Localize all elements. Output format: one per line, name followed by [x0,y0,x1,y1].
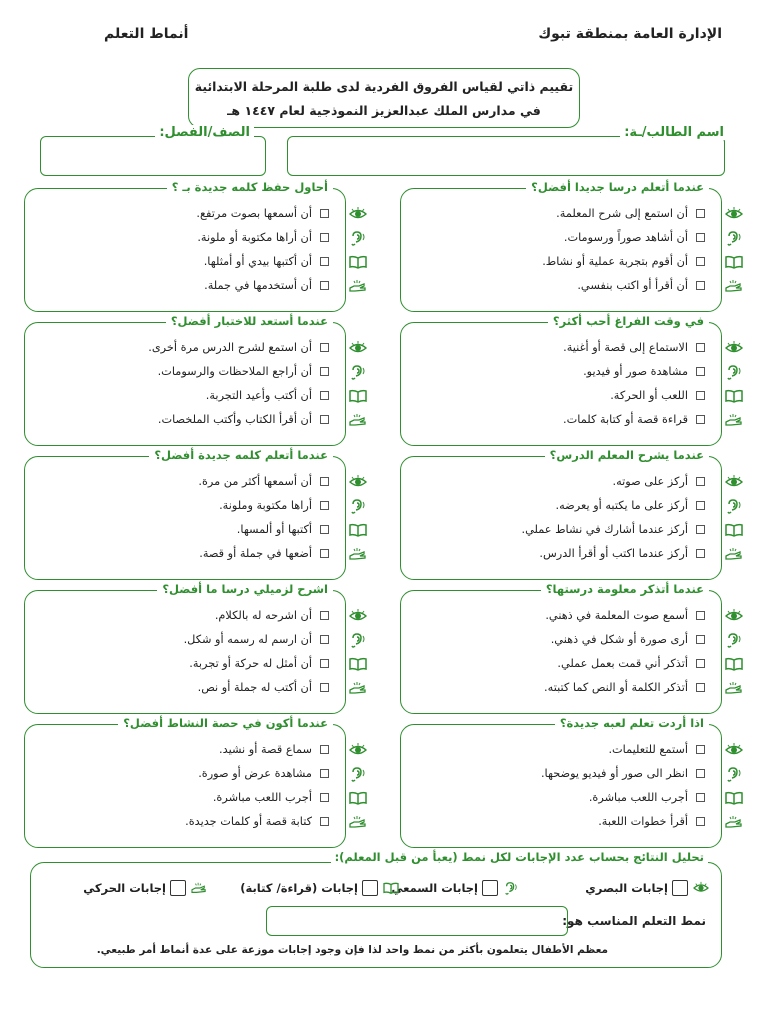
option-checkbox[interactable] [320,769,329,778]
option-label: أجرب اللعب مباشرة. [212,790,312,804]
option-row [589,787,705,807]
question-box [400,314,722,446]
option-label: أركز عندما اكتب أو أقرأ الدرس. [539,546,688,560]
option-checkbox[interactable] [320,659,329,668]
option-label: أكتبها أو ألمسها. [236,522,312,536]
eye-icon [724,742,744,758]
option-checkbox[interactable] [320,391,329,400]
eye-icon [348,474,368,490]
question-title: عندما أتعلم درسا جديدا أفضل؟ [526,180,709,194]
option-checkbox[interactable] [696,281,705,290]
option-label: أن أقوم بتجربة عملية أو نشاط. [542,254,688,268]
eye-icon [724,206,744,222]
hand-icon [348,412,368,428]
option-checkbox[interactable] [320,415,329,424]
ear-icon [502,881,520,895]
kinesthetic-count-box[interactable] [170,880,186,896]
visual-count [585,880,710,896]
option-label: أسمع صوت المعلمة في ذهني. [545,608,688,622]
option-checkbox[interactable] [320,367,329,376]
hand-icon [348,278,368,294]
option-row [219,739,329,759]
option-row [158,409,329,429]
option-row [608,739,705,759]
option-checkbox[interactable] [320,209,329,218]
ear-icon [348,498,368,514]
hand-icon [348,546,368,562]
option-row [522,519,706,539]
ear-icon [724,364,744,380]
option-row [206,385,329,405]
ear-icon [724,498,744,514]
option-checkbox[interactable] [696,745,705,754]
hand-icon [348,814,368,830]
option-row [564,227,705,247]
eye-icon [348,206,368,222]
book-icon [348,522,368,538]
option-row [213,787,329,807]
book-icon [724,254,744,270]
option-label: كتابة قصة أو كلمات جديدة. [185,814,312,828]
auditory-count [391,880,520,896]
option-label: أن أسمعها أكثر من مرة. [198,474,312,488]
option-row [219,495,329,515]
question-box [400,448,722,580]
option-checkbox[interactable] [320,281,329,290]
option-row [158,361,329,381]
question-title: عندما أستعد للاختبار أفضل؟ [166,314,333,328]
hand-icon [190,881,208,895]
option-row [148,337,329,357]
option-label: أن أكتب له جملة أو نص. [197,680,312,694]
option-checkbox[interactable] [696,209,705,218]
option-checkbox[interactable] [696,477,705,486]
question-box [24,180,346,312]
title-box [188,68,580,128]
eye-icon [348,608,368,624]
kinesthetic-count-label: إجابات الحركي [83,881,166,895]
title-line1: تقييم ذاتي لقياس الفروق الفردية لدى طلبة المرحلة الابتدائية [194,79,574,94]
book-icon [724,656,744,672]
option-row [539,543,705,563]
option-checkbox[interactable] [696,817,705,826]
eye-icon [348,742,368,758]
option-checkbox[interactable] [696,257,705,266]
option-label: سماع قصة أو نشيد. [219,742,312,756]
option-checkbox[interactable] [320,635,329,644]
option-checkbox[interactable] [696,343,705,352]
question-title: عندما أتعلم كلمه جديدة أفضل؟ [149,448,333,462]
question-box [24,582,346,714]
option-row [185,811,329,831]
option-label: أن أكتب وأعيد التجربة. [205,388,312,402]
option-checkbox[interactable] [696,793,705,802]
ear-icon [348,364,368,380]
option-label: مشاهدة صور أو فيديو. [583,364,688,378]
question-title: عندما يشرح المعلم الدرس؟ [545,448,709,462]
question-title: عندما أكون في حصة النشاط أفضل؟ [118,716,333,730]
option-checkbox[interactable] [696,549,705,558]
option-checkbox[interactable] [320,233,329,242]
option-checkbox[interactable] [696,525,705,534]
option-checkbox[interactable] [320,611,329,620]
option-label: أجرب اللعب مباشرة. [588,790,688,804]
option-checkbox[interactable] [696,611,705,620]
option-label: أن استمع لشرح الدرس مرة أخرى. [148,340,312,354]
reading-count-box[interactable] [362,880,378,896]
option-checkbox[interactable] [696,659,705,668]
option-checkbox[interactable] [696,683,705,692]
doc-topic: أنماط التعلم [104,26,189,42]
option-checkbox[interactable] [320,549,329,558]
option-label: قراءة قصة أو كتابة كلمات. [563,412,688,426]
question-box [400,716,722,848]
option-row [204,251,329,271]
auditory-count-box[interactable] [482,880,498,896]
option-label: أن استمع إلى شرح المعلمة. [556,206,688,220]
book-icon [348,656,368,672]
option-label: أن أستخدمها في جملة. [204,278,312,292]
option-checkbox[interactable] [320,477,329,486]
student-name-field[interactable] [287,136,725,176]
option-row [189,653,329,673]
question-box [24,716,346,848]
reading-count [240,880,400,896]
option-checkbox[interactable] [696,367,705,376]
option-checkbox[interactable] [696,769,705,778]
results-title: تحليل النتائج بحساب عدد الإجابات لكل نمط (يعبأ من قبل المعلم): [331,850,708,864]
option-row [237,519,329,539]
ear-icon [724,230,744,246]
org-name: الإدارة العامة بمنطقة تبوك [538,26,722,42]
option-checkbox[interactable] [320,257,329,266]
hand-icon [724,814,744,830]
option-checkbox[interactable] [320,745,329,754]
option-row [184,629,329,649]
option-label: أن أراجع الملاحظات والرسومات. [157,364,312,378]
ear-icon [348,230,368,246]
learning-style-input[interactable] [266,906,568,936]
option-checkbox[interactable] [696,233,705,242]
option-checkbox[interactable] [320,501,329,510]
option-checkbox[interactable] [320,817,329,826]
option-row [612,471,705,491]
ear-icon [348,632,368,648]
book-icon [724,388,744,404]
option-label: الاستماع إلى قصة أو أغنية. [563,340,688,354]
option-row [556,495,705,515]
option-row [551,629,705,649]
hand-icon [724,680,744,696]
option-label: أتذكر الكلمة أو النص كما كتبته. [544,680,688,694]
hand-icon [724,546,744,562]
option-checkbox[interactable] [320,343,329,352]
option-label: أن أشاهد صوراً ورسومات. [563,230,688,244]
book-icon [382,881,400,895]
option-label: أن ارسم له رسمه أو شكل. [183,632,312,646]
eye-icon [724,474,744,490]
option-label: أتذكر أني قمت بعمل عملي. [557,656,688,670]
option-row [563,409,705,429]
option-checkbox[interactable] [696,635,705,644]
option-row [577,275,705,295]
option-label: مشاهدة عرض أو صورة. [198,766,312,780]
option-row [541,763,705,783]
eye-icon [724,340,744,356]
book-icon [348,254,368,270]
option-checkbox[interactable] [320,793,329,802]
question-box [400,180,722,312]
hand-icon [348,680,368,696]
footnote: معظم الأطفال يتعلمون بأكثر من نمط واحد لذا فإن وجود إجابات موزعة على عدة أنماط أمر طبيعي. [96,944,608,956]
option-label: أن أسمعها بصوت مرتفع. [196,206,312,220]
option-label: أن اشرحه له بالكلام. [214,608,312,622]
option-label: أركز على ما يكتبه أو يعرضه. [555,498,688,512]
option-label: أن أمثل له حركة أو تجربة. [189,656,312,670]
class-field[interactable] [40,136,266,176]
option-label: أستمع للتعليمات. [608,742,688,756]
option-checkbox[interactable] [320,683,329,692]
option-row [196,203,329,223]
reading-count-label: إجابات (قراءة/ كتابة) [240,881,358,895]
visual-count-box[interactable] [672,880,688,896]
option-row [563,337,705,357]
question-title: اذا أردت تعلم لعبه جديدة؟ [555,716,709,730]
option-checkbox[interactable] [696,415,705,424]
learning-style-label: نمط التعلم المناسب هو: [562,914,706,928]
option-row [583,361,705,381]
student-name-label: اسم الطالب/ـة: [620,125,728,140]
option-row [598,811,705,831]
option-row [544,677,705,697]
option-row [198,471,329,491]
option-row [610,385,705,405]
option-row [198,677,329,697]
ear-icon [724,632,744,648]
option-label: أركز على صوته. [612,474,688,488]
option-label: أن أراها مكتوبة أو ملونة. [197,230,312,244]
option-label: أراها مكتوبة وملونة. [219,498,312,512]
option-label: أن أقرأ الكتاب وأكتب الملخصات. [157,412,312,426]
option-label: انظر الى صور أو فيديو يوضحها. [540,766,688,780]
hand-icon [724,278,744,294]
option-checkbox[interactable] [320,525,329,534]
option-row [198,763,329,783]
option-row [197,227,329,247]
question-box [24,314,346,446]
option-row [204,275,329,295]
book-icon [348,790,368,806]
question-box [24,448,346,580]
option-label: أن أكتبها بيدي أو أمثلها. [203,254,312,268]
option-row [542,251,705,271]
class-label: الصف/الفصل: [155,125,254,140]
question-title: عندما أتذكر معلومة درستها؟ [541,582,709,596]
ear-icon [724,766,744,782]
book-icon [724,790,744,806]
option-label: أضعها في جملة أو قصة. [199,546,312,560]
option-visual-row [556,203,705,223]
eye-icon [692,881,710,895]
option-label: أرى صورة أو شكل في ذهني. [550,632,688,646]
option-row [199,543,329,563]
kinesthetic-count [83,880,208,896]
ear-icon [348,766,368,782]
option-label: أن أقرأ أو اكتب بنفسي. [577,278,688,292]
question-title: اشرح لزميلي درسا ما أفضل؟ [157,582,333,596]
option-checkbox[interactable] [696,501,705,510]
eye-icon [724,608,744,624]
visual-count-label: إجابات البصري [585,881,668,895]
option-label: اللعب أو الحركة. [610,388,688,402]
option-label: أقرأ خطوات اللعبة. [598,814,688,828]
eye-icon [348,340,368,356]
book-icon [348,388,368,404]
option-label: أركز عندما أشارك في نشاط عملي. [521,522,688,536]
auditory-count-label: إجابات السمعي [391,881,478,895]
question-title: في وقت الفراغ أحب أكثر؟ [548,314,709,328]
option-checkbox[interactable] [696,391,705,400]
question-title: أحاول حفظ كلمه جديدة بـ ؟ [167,180,333,194]
hand-icon [724,412,744,428]
book-icon [724,522,744,538]
option-row [557,653,705,673]
title-line2: في مدارس الملك عبدالعزيز النموذجية لعام ١٤٤٧ هـ [227,103,541,118]
question-box [400,582,722,714]
option-row [215,605,329,625]
option-row [545,605,705,625]
